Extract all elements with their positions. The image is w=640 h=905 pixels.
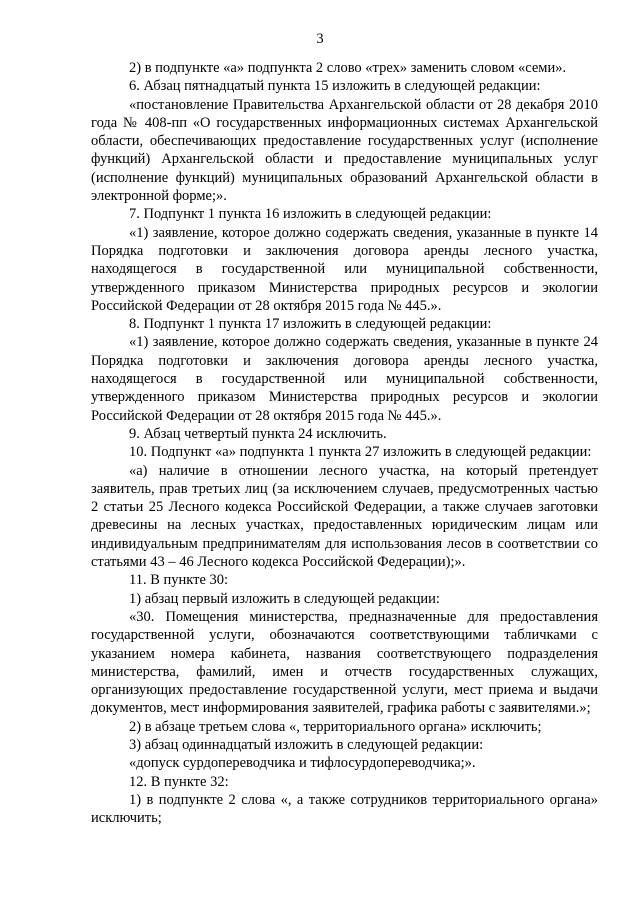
- paragraph-section-8-heading: 8. Подпункт 1 пункта 17 изложить в следующей редакции:: [129, 316, 492, 333]
- paragraph-section-7-heading: 7. Подпункт 1 пункта 16 изложить в следующей редакции:: [129, 206, 492, 223]
- paragraph-section-12-heading: 12. В пункте 32:: [129, 773, 229, 790]
- paragraph-item-2-replace-word: 2) в подпункте «а» подпункта 2 слово «трех» заменить словом «семи».: [129, 60, 567, 76]
- paragraph-section-7-text: «1) заявление, которое должно содержать сведения, указанные в пункте 14 Порядка подготовки и заключения договора аренды лесного участка, находящегося в государственной или муниципальной собственности, утвержденного приказом Министерства природных ресурсов и экологии Российской Федерации от 28 октября 2015 года № 445.».: [91, 224, 598, 314]
- paragraph-section-11-item-3-text: «допуск сурдопереводчика и тифлосурдопереводчика;».: [129, 755, 476, 772]
- paragraph-section-11-heading: 11. В пункте 30:: [129, 572, 229, 589]
- paragraph-section-11-item-2: 2) в абзаце третьем слова «, территориального органа» исключить;: [129, 718, 542, 735]
- paragraph-section-6-text: «постановление Правительства Архангельской области от 28 декабря 2010 года № 408-пп «О государственных информационных системах Архангельской области, обеспечивающих предоставление государственных услуг (исполнение функций) Архангельской области и предоставление муниципальных услуг (исполнение функций) муниципальных образований Архангельской области в электронной форме;».: [91, 96, 598, 205]
- paragraph-section-9: 9. Абзац четвертый пункта 24 исключить.: [129, 425, 387, 442]
- paragraph-section-12-item-1: 1) в подпункте 2 слова «, а также сотрудников территориального органа» исключить;: [91, 791, 598, 827]
- paragraph-section-8-text: «1) заявление, которое должно содержать сведения, указанные в пункте 24 Порядка подготовки и заключения договора аренды лесного участка, находящегося в государственной или муниципальной собственности, утвержденного приказом Министерства природных ресурсов и экологии Российской Федерации от 28 октября 2015 года № 445.».: [91, 334, 598, 424]
- document-body: [91, 59, 598, 827]
- paragraph-section-11-item-3: 3) абзац одиннадцатый изложить в следующей редакции:: [129, 736, 484, 753]
- page-number: 3: [316, 31, 324, 47]
- paragraph-section-11-item-1: 1) абзац первый изложить в следующей редакции:: [129, 590, 440, 607]
- paragraph-section-11-item-1-text: «30. Помещения министерства, предназначенные для предоставления государственной услуги, обозначаются соответствующими табличками с указанием номера кабинета, названия соответствующего подразделения министерства, фамилий, имен и отчеств государственных служащих, организующих предоставление государственной услуги, мест приема и выдачи документов, мест информирования заявителей, графика работы с заявителями.»;: [91, 608, 598, 717]
- paragraph-section-6-heading: 6. Абзац пятнадцатый пункта 15 изложить в следующей редакции:: [129, 78, 541, 95]
- paragraph-section-10-text: «а) наличие в отношении лесного участка, на который претендует заявитель, прав третьих лиц (за исключением случаев, предусмотренных частью 2 статьи 25 Лесного кодекса Российской Федерации, а также случаев заготовки древесины на лесных участках, предоставленных юридическим лицам или индивидуальным предпринимателям для использования лесов в соответствии со статьями 43 – 46 Лесного кодекса Российской Федерации);».: [91, 462, 598, 571]
- paragraph-section-10-heading: 10. Подпункт «а» подпункта 1 пункта 27 изложить в следующей редакции:: [129, 444, 592, 461]
